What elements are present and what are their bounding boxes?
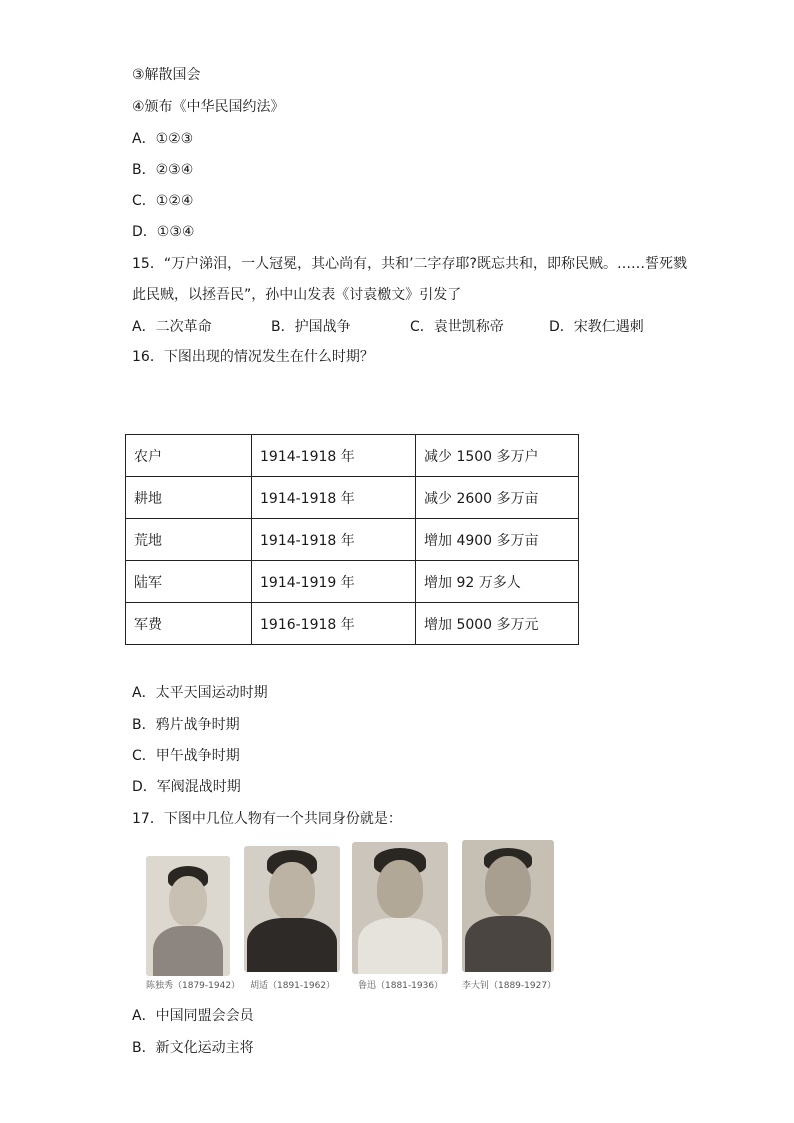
statistics-table bbox=[125, 434, 579, 645]
table-cell: 减少 1500 多万户 bbox=[416, 435, 579, 477]
q15-option-c: C．袁世凯称帝 bbox=[410, 319, 504, 335]
option-d-q14: D．①③④ bbox=[132, 224, 195, 240]
table-cell: 增加 5000 多万元 bbox=[416, 603, 579, 645]
option-a-q14: A．①②③ bbox=[132, 131, 194, 147]
q17-option-b: B．新文化运动主将 bbox=[132, 1040, 254, 1056]
table-row bbox=[126, 477, 579, 519]
table-row bbox=[126, 519, 579, 561]
q16-question: 16．下图出现的情况发生在什么时期？ bbox=[132, 349, 374, 365]
portrait-caption: 李大钊（1889-1927） bbox=[462, 981, 557, 991]
table-cell: 1914-1918 年 bbox=[252, 519, 416, 561]
table-cell: 减少 2600 多万亩 bbox=[416, 477, 579, 519]
q17-option-a: A．中国同盟会会员 bbox=[132, 1008, 254, 1024]
table-cell: 增加 92 万多人 bbox=[416, 561, 579, 603]
q15-text-line1: 15．“万户涕泪，一人冠冕，其心尚有，共和’二字存耶?既忘共和，即称民贼。……誓死戮 bbox=[132, 256, 687, 272]
table-row bbox=[126, 561, 579, 603]
item-4: ④颁布《中华民国约法》 bbox=[132, 99, 285, 115]
q15-text-line2: 此民贼，以拯吾民”，孙中山发表《讨袁檄文》引发了 bbox=[132, 287, 462, 303]
portrait-photo-3 bbox=[352, 842, 448, 974]
q16-option-b: B．鸦片战争时期 bbox=[132, 717, 240, 733]
table-row bbox=[126, 603, 579, 645]
q15-options bbox=[132, 316, 692, 334]
option-b-q14: B．②③④ bbox=[132, 162, 194, 178]
q15-option-a: A．二次革命 bbox=[132, 319, 212, 335]
table-cell: 军费 bbox=[126, 603, 252, 645]
portrait-photos bbox=[140, 838, 560, 996]
table-cell: 陆军 bbox=[126, 561, 252, 603]
q17-question: 17．下图中几位人物有一个共同身份就是： bbox=[132, 811, 402, 827]
table-cell: 1916-1918 年 bbox=[252, 603, 416, 645]
portrait-photo-1 bbox=[146, 856, 230, 976]
table-cell: 耕地 bbox=[126, 477, 252, 519]
portrait-caption: 陈独秀（1879-1942） bbox=[146, 981, 241, 991]
table-cell: 农户 bbox=[126, 435, 252, 477]
q16-option-d: D．军阀混战时期 bbox=[132, 779, 241, 795]
item-3: ③解散国会 bbox=[132, 67, 201, 83]
portrait-caption: 胡适（1891-1962） bbox=[250, 981, 336, 991]
portrait-caption: 鲁迅（1881-1936） bbox=[358, 981, 444, 991]
option-c-q14: C．①②④ bbox=[132, 193, 194, 209]
portrait-photo-4 bbox=[462, 840, 554, 972]
table-row bbox=[126, 435, 579, 477]
q16-option-c: C．甲午战争时期 bbox=[132, 748, 240, 764]
table-cell: 增加 4900 多万亩 bbox=[416, 519, 579, 561]
q15-option-b: B．护国战争 bbox=[271, 319, 351, 335]
table-cell: 1914-1918 年 bbox=[252, 477, 416, 519]
portrait-photo-2 bbox=[244, 846, 340, 972]
q15-option-d: D．宋教仁遇刺 bbox=[549, 319, 644, 335]
q16-option-a: A．太平天国运动时期 bbox=[132, 685, 268, 701]
table-cell: 荒地 bbox=[126, 519, 252, 561]
table-cell: 1914-1919 年 bbox=[252, 561, 416, 603]
table-cell: 1914-1918 年 bbox=[252, 435, 416, 477]
